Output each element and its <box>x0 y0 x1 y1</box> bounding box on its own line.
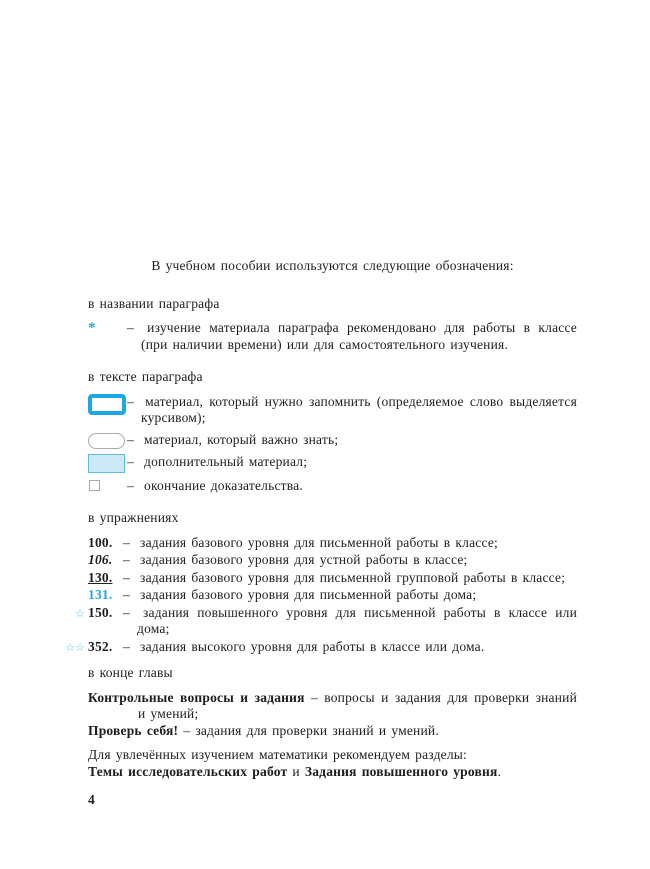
section-heading-exercises: в упражнениях <box>88 510 179 525</box>
recommendation-sections <box>88 764 577 781</box>
legend-item-description: задания базового уровня для письменной работы дома; <box>140 587 477 602</box>
legend-item-end-of-proof <box>88 478 577 495</box>
legend-item-text <box>123 587 577 604</box>
dash: – <box>127 393 134 409</box>
legend-item-text <box>127 454 577 471</box>
dash: – <box>123 604 130 620</box>
conjunction: и <box>287 763 305 779</box>
exercise-legend-row <box>88 552 577 569</box>
legend-item-description: задания высокого уровня для работы в классе или дома. <box>140 638 485 654</box>
exercise-number: 130. <box>88 569 113 585</box>
exercise-number: 131. <box>88 587 113 602</box>
dash: – <box>127 453 134 469</box>
legend-item-important-oval <box>88 432 577 449</box>
exercise-number: 100. <box>88 534 113 550</box>
section-name-research: Темы исследовательских работ <box>88 763 288 779</box>
exercise-legend-row <box>65 638 577 656</box>
legend-item-text <box>127 432 577 449</box>
end-of-proof-square-icon <box>89 480 100 491</box>
legend-item-additional-box <box>88 454 577 473</box>
section-heading-chapter-end: в конце главы <box>88 665 173 680</box>
legend-item-description: дополнительный материал; <box>144 453 308 469</box>
important-oval-icon <box>88 433 125 449</box>
section-chapter-end <box>88 665 577 780</box>
section-exercises <box>65 510 577 655</box>
exercise-number: 352. <box>88 638 113 654</box>
symbol-cell <box>88 478 127 491</box>
dash: – <box>310 689 318 705</box>
asterisk-icon: * <box>88 320 96 336</box>
page-title: В учебном пособии используются следующие обозначения: <box>151 258 514 273</box>
legend-item-text <box>123 605 577 638</box>
section-heading-paragraph-title: в названии параграфа <box>88 295 220 311</box>
exercise-legend-row <box>88 535 577 552</box>
chapter-end-item <box>88 690 577 723</box>
dash: – <box>123 569 130 585</box>
dash: – <box>127 320 134 335</box>
page-number: 4 <box>88 792 95 807</box>
star-icon: ☆ <box>75 606 85 620</box>
keyword-box-icon <box>88 394 126 415</box>
legend-item-text <box>127 320 577 353</box>
legend-item-keyword-box <box>88 394 577 427</box>
dash: – <box>127 477 134 493</box>
dash: – <box>127 431 134 447</box>
dash: – <box>183 722 191 738</box>
legend-item-text <box>123 552 577 569</box>
chapter-end-lead: Проверь себя! <box>88 722 179 738</box>
chapter-end-description: задания для проверки знаний и умений. <box>195 722 439 738</box>
exercise-number: 150. <box>88 604 113 620</box>
section-paragraph-text <box>88 369 577 494</box>
legend-item-description: задания базового уровня для письменной работы в классе; <box>140 534 498 550</box>
legend-item-description: задания повышенного уровня для письменной работы в классе или дома; <box>137 604 577 636</box>
exercise-number: 106. <box>88 552 113 567</box>
legend-item-text <box>123 535 577 552</box>
chapter-end-lead: Контрольные вопросы и задания <box>88 689 305 705</box>
symbol-cell <box>88 454 127 473</box>
legend-item-text <box>123 570 577 587</box>
double-star-icon: ☆☆ <box>65 640 85 654</box>
legend-item-description: материал, который нужно запомнить (определяемое слово выделяется курсивом); <box>141 393 577 425</box>
chapter-end-item <box>88 723 577 740</box>
legend-item-description: задания базового уровня для устной работы в классе; <box>140 552 468 567</box>
period: . <box>497 763 502 779</box>
legend-item-asterisk <box>88 320 577 353</box>
section-name-advanced: Задания повышенного уровня <box>304 763 498 779</box>
dash: – <box>123 587 130 602</box>
dash: – <box>123 638 130 654</box>
symbol-cell <box>88 320 127 337</box>
section-heading-paragraph-text: в тексте параграфа <box>88 369 203 384</box>
symbol-cell <box>88 394 127 415</box>
legend-item-text <box>123 639 577 656</box>
legend-item-text <box>127 478 577 495</box>
exercise-legend-row <box>88 587 577 604</box>
exercise-legend-row <box>88 570 577 587</box>
notation-legend <box>65 258 578 796</box>
legend-item-description: окончание доказательства. <box>144 477 303 493</box>
section-paragraph-title <box>88 296 577 354</box>
legend-item-description: задания базового уровня для письменной групповой работы в классе; <box>140 569 566 585</box>
additional-material-box-icon <box>88 454 125 473</box>
legend-item-text <box>127 394 577 427</box>
symbol-cell <box>88 432 127 449</box>
legend-item-description: изучение материала параграфа рекомендовано для работы в классе (при наличии времени) или для самостоятельного изучения. <box>141 320 577 352</box>
dash: – <box>123 552 130 567</box>
recommendation-line: Для увлечённых изучением математики рекомендуем разделы: <box>88 747 467 762</box>
legend-item-description: материал, который важно знать; <box>144 431 339 447</box>
dash: – <box>123 534 130 550</box>
recommended-sections-note <box>88 747 577 780</box>
exercise-legend-row <box>75 604 577 638</box>
chapter-end-description: вопросы и задания для проверки знаний и умений; <box>138 689 578 721</box>
